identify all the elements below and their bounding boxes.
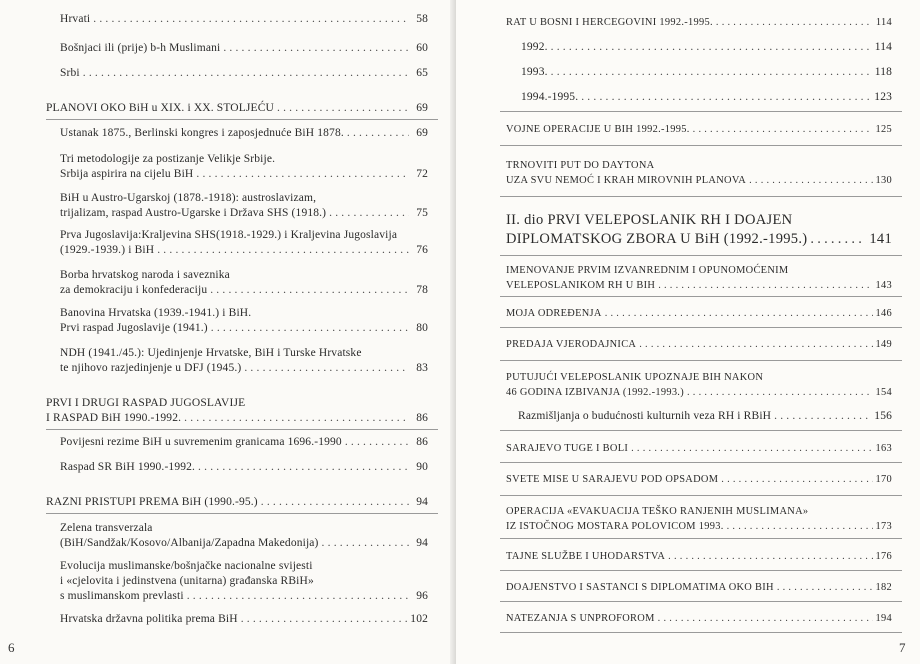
toc-page-number: 114 (875, 17, 892, 28)
toc-section-heading (506, 337, 892, 352)
toc-section-heading (506, 370, 892, 400)
toc-title: te njihovo razjedinjenje u DFJ (1945.) (60, 362, 242, 374)
toc-title-line: OPERACIJA «EVAKUACIJA TEŠKO RANJENIH MUSLIMANA» (506, 506, 809, 517)
toc-title-line: Borba hrvatskog naroda i saveznika (60, 269, 230, 281)
page-number-right: 7 (899, 640, 906, 655)
section-rule (46, 119, 438, 120)
toc-title-line: Zelena transverzala (60, 522, 153, 534)
toc-title-line: Tri metodologije za postizanje Velikje Srbije. (60, 153, 276, 165)
toc-section-heading (506, 441, 892, 456)
toc-title: I RASPAD BiH 1990.-1992. (46, 412, 182, 424)
toc-entry (60, 41, 428, 56)
toc-page-number: 156 (874, 410, 892, 422)
toc-page-number: 130 (875, 175, 892, 186)
section-rule (500, 327, 902, 328)
toc-section-heading (506, 263, 892, 293)
toc-page-number: 154 (875, 387, 892, 398)
toc-page-number: 80 (416, 322, 428, 334)
toc-section-heading (506, 15, 892, 30)
toc-entry (60, 460, 428, 475)
toc-entry (60, 346, 428, 376)
toc-title-line: Evolucija muslimanske/bošnjačke nacionalne svijesti (60, 560, 313, 572)
toc-title: (BiH/Sandžak/Kosovo/Albanija/Zapadna Makedonija) (60, 537, 319, 549)
toc-page-number: 141 (869, 231, 892, 247)
toc-title: RAZNI PRISTUPI PREMA BiH (1990.-95.) (46, 496, 258, 508)
toc-page-number: 143 (875, 280, 892, 291)
toc-title: s muslimanskom prevlasti (60, 590, 184, 602)
toc-entry (521, 40, 892, 55)
toc-title: PREDAJA VJERODAJNICA (506, 339, 637, 350)
toc-page-number: 163 (875, 443, 892, 454)
toc-title: za demokraciju i konfederaciju (60, 284, 208, 296)
section-rule (500, 255, 902, 256)
toc-entry (60, 228, 428, 258)
section-rule (500, 570, 902, 571)
toc-section-heading (506, 122, 892, 137)
toc-page-number: 146 (875, 308, 892, 319)
toc-title-line: PUTUJUĆI VELEPOSLANIK UPOZNAJE BIH NAKON (506, 372, 764, 383)
toc-entry (60, 612, 428, 627)
page-number-left: 6 (8, 640, 15, 655)
toc-entry (60, 559, 428, 604)
toc-title: 1993. (521, 66, 548, 78)
toc-title: Prvi raspad Jugoslavije (1941.) (60, 322, 208, 334)
toc-title: 46 GODINA IZBIVANJA (1992.-1993.) (506, 387, 684, 398)
toc-page-number: 94 (416, 496, 428, 508)
toc-title: MOJA ODREĐENJA (506, 308, 602, 319)
toc-title: Povijesni rezime BiH u suvremenim granicama 1696.-1990 (60, 436, 342, 448)
toc-entry (60, 521, 428, 551)
toc-title: Hrvati (60, 13, 91, 25)
toc-title: VELEPOSLANIKOM RH U BIH (506, 280, 656, 291)
toc-entry (60, 435, 428, 450)
toc-page-number: 76 (416, 244, 428, 256)
toc-title: Hrvatska državna politika prema BiH (60, 613, 238, 625)
toc-title-line: i «cjelovita i jedinstvena (unitarna) građanska RBiH» (60, 575, 314, 587)
toc-page-number: 69 (416, 102, 428, 114)
toc-page-number: 123 (874, 91, 892, 103)
toc-entry (518, 409, 892, 424)
toc-section-heading (506, 611, 892, 626)
toc-title: VOJNE OPERACIJE U BIH 1992.-1995. (506, 124, 690, 135)
toc-section-heading (46, 396, 428, 426)
toc-entry (60, 306, 428, 336)
toc-section-heading (506, 306, 892, 321)
toc-page-number: 125 (875, 124, 892, 135)
toc-page-number: 170 (875, 474, 892, 485)
toc-page-number: 60 (416, 42, 428, 54)
toc-title: SVETE MISE U SARAJEVU POD OPSADOM (506, 474, 719, 485)
toc-title-line: Prva Jugoslavija:Kraljevina SHS(1918.-1929.) i Kraljevina Jugoslavija (60, 229, 398, 241)
section-rule (500, 632, 902, 633)
toc-section-heading (506, 504, 892, 534)
toc-page-number: 96 (416, 590, 428, 602)
toc-page-number: 58 (416, 13, 428, 25)
toc-page-number: 114 (874, 41, 892, 53)
left-page (0, 0, 456, 664)
toc-section-heading (46, 495, 428, 510)
right-page (456, 0, 920, 664)
section-rule (500, 111, 902, 112)
toc-title: RAT U BOSNI I HERCEGOVINI 1992.-1995. (506, 17, 713, 28)
toc-title: Srbija aspirira na cijelu BiH (60, 168, 194, 180)
toc-title: DOAJENSTVO I SASTANCI S DIPLOMATIMA OKO BIH (506, 582, 774, 593)
toc-part-heading (506, 211, 892, 249)
toc-page-number: 149 (875, 339, 892, 350)
toc-page-number: 69 (416, 127, 428, 139)
toc-page-number: 75 (416, 207, 428, 219)
toc-section-heading (506, 580, 892, 595)
toc-section-heading (506, 549, 892, 564)
section-rule (500, 196, 902, 197)
toc-title: (1929.-1939.) i BiH (60, 244, 155, 256)
toc-title: UZA SVU NEMOĆ I KRAH MIROVNIH PLANOVA (506, 175, 747, 186)
section-rule (46, 429, 438, 430)
toc-title: Ustanak 1875., Berlinski kongres i zaposjednuće BiH 1878. (60, 127, 344, 139)
toc-page-number: 118 (874, 66, 892, 78)
toc-title-line: NDH (1941./45.): Ujedinjenje Hrvatske, BiH i Turske Hrvatske (60, 347, 362, 359)
toc-section-heading (506, 158, 892, 188)
toc-title: Raspad SR BiH 1990.-1992. (60, 461, 196, 473)
toc-page-number: 173 (875, 521, 892, 532)
toc-entry (521, 90, 892, 105)
toc-page-number: 182 (875, 582, 892, 593)
toc-entry (60, 268, 428, 298)
section-rule (500, 538, 902, 539)
toc-title-line: TRNOVITI PUT DO DAYTONA (506, 160, 655, 171)
toc-title: Srbi (60, 67, 80, 79)
toc-page-number: 86 (416, 436, 428, 448)
toc-title: 1992. (521, 41, 548, 53)
toc-title: DIPLOMATSKOG ZBORA U BiH (1992.-1995.) (506, 231, 808, 247)
toc-page-number: 194 (875, 613, 892, 624)
toc-title-line: II. dio PRVI VELEPOSLANIK RH I DOAJEN (506, 212, 793, 228)
section-rule (500, 360, 902, 361)
toc-section-heading (506, 472, 892, 487)
toc-title: trijalizam, raspad Austro-Ugarske i Država SHS (1918.) (60, 207, 327, 219)
toc-entry (60, 191, 428, 221)
toc-title: Bošnjaci ili (prije) b-h Muslimani (60, 42, 221, 54)
toc-title: NATEZANJA S UNPROFOROM (506, 613, 655, 624)
section-rule (500, 495, 902, 496)
toc-title-line: PRVI I DRUGI RASPAD JUGOSLAVIJE (46, 397, 246, 409)
toc-title: PLANOVI OKO BiH u XIX. i XX. STOLJEĆU (46, 102, 274, 114)
toc-page-number: 102 (410, 613, 428, 625)
toc-page-number: 78 (416, 284, 428, 296)
toc-section-heading (46, 101, 428, 116)
toc-page-number: 90 (416, 461, 428, 473)
toc-title: Razmišljanja o budućnosti kulturnih veza RH i RBiH (518, 410, 772, 422)
toc-entry (60, 126, 428, 141)
toc-entry (60, 152, 428, 182)
toc-entry (60, 66, 428, 81)
toc-title-line: Banovina Hrvatska (1939.-1941.) i BiH. (60, 307, 252, 319)
toc-page-number: 176 (875, 551, 892, 562)
toc-page-number: 83 (416, 362, 428, 374)
section-rule (500, 462, 902, 463)
section-rule (46, 513, 438, 514)
section-rule (500, 601, 902, 602)
toc-entry (60, 12, 428, 27)
toc-title: IZ ISTOČNOG MOSTARA POLOVICOM 1993. (506, 521, 724, 532)
toc-page-number: 86 (416, 412, 428, 424)
section-rule (500, 296, 902, 297)
toc-page-number: 72 (416, 168, 428, 180)
toc-title: TAJNE SLUŽBE I UHODARSTVA (506, 551, 666, 562)
toc-title-line: BiH u Austro-Ugarskoj (1878.-1918): austroslavizam, (60, 192, 317, 204)
section-rule (500, 145, 902, 146)
toc-entry (521, 65, 892, 80)
toc-title: SARAJEVO TUGE I BOLI (506, 443, 629, 454)
toc-title: 1994.-1995. (521, 91, 579, 103)
toc-page-number: 65 (416, 67, 428, 79)
toc-title-line: IMENOVANJE PRVIM IZVANREDNIM I OPUNOMOĆENIM (506, 265, 789, 276)
section-rule (500, 430, 902, 431)
toc-page-number: 94 (416, 537, 428, 549)
